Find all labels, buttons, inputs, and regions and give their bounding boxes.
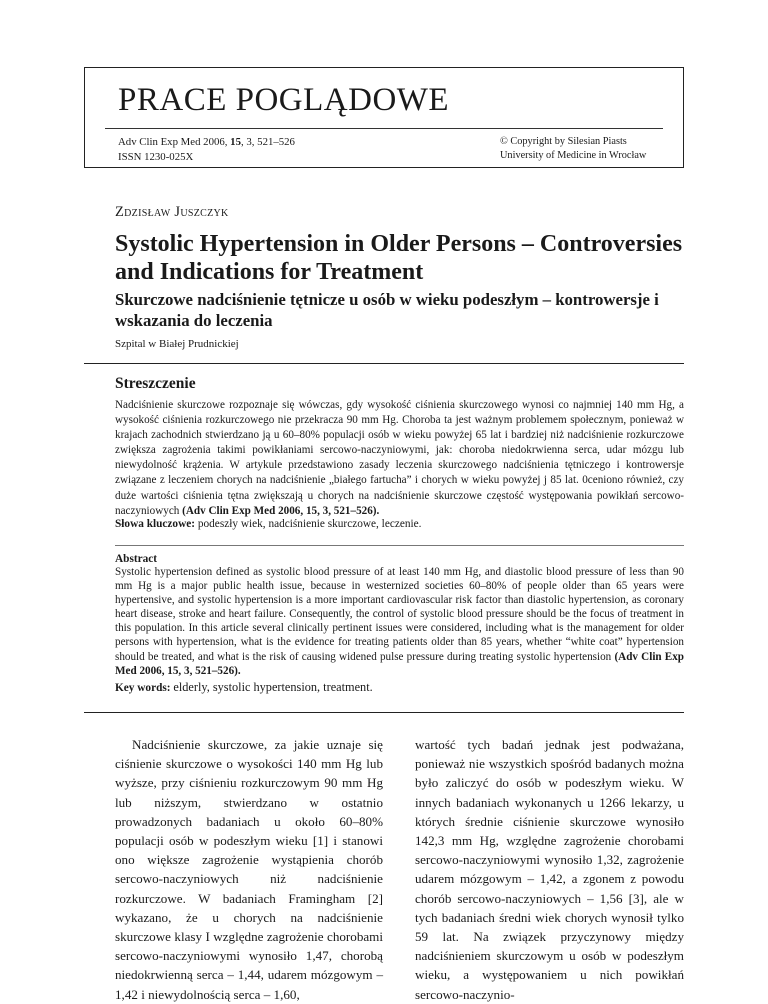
abstract-section — [115, 553, 684, 678]
section-divider — [115, 545, 684, 546]
journal-header-box — [84, 67, 684, 168]
copyright-line-2: University of Medicine in Wrocław — [500, 150, 647, 161]
header-divider — [105, 128, 663, 129]
key-words — [115, 680, 684, 695]
abstract-bottom-rule — [84, 712, 684, 713]
article-title-english: Systolic Hypertension in Older Persons – Controversies and Indications for Treatment — [115, 231, 683, 285]
slowa-kluczowe-label: Słowa kluczowe: — [115, 518, 196, 530]
author-name: Zdzisław Juszczyk — [115, 204, 229, 220]
abstract-heading: Abstract — [115, 553, 158, 565]
body-column-left: Nadciśnienie skurczowe, za jakie uznaje się ciśnienie skurczowe o wysokości 140 mm Hg lub wyższe, przy ciśnieniu rozkurczowym 90 mm Hg lub niższym, stwierdzano w ostatnio prowadzonych badaniach u około 60–80% populacji osób w podeszłym wieku [1] i stanowi ono większe zagrożenie wystąpienia chorób sercowo-naczyniowych niż nadciśnienie rozkurczowe. W badaniach Framingham [2] wykazano, że u chorych na nadciśnienie skurczowe klasy I względne zagrożenie chorobami sercowo-naczyniowymi wynosiło 1,47, chorobą niedokrwienną serca – 1,44, udarem mózgowym – 1,42 i niewydolnością serca – 1,60, — [115, 737, 383, 1002]
streszczenie-text: Nadciśnienie skurczowe rozpoznaje się wówczas, gdy wysokość ciśnienia skurczowego wynosi co najmniej 140 mm Hg, a wysokość ciśnienia rozkurczowego nie przekracza 90 mm Hg. Choroba ta jest ważnym problemem społecznym, ponieważ w krajach zachodnich stwierdzano ją u 60–80% populacji osób w wieku powyżej 65 lat i bardziej niż nadciśnienie rozkurczowe zwiększa zagrożenia takimi powikłaniami sercowo-naczyniowymi, jak: choroba niedokrwienna serca, udar mózgu lub niewydolność krążenia. W artykule przedstawiono zasady leczenia skurczowego nadciśnienia tętniczego i kontrowersje związane z leczeniem chorych na nadciśnienie „białego fartucha” i chorych w wieku powyżej j 85 lat. 0ceniono również, czy duże wartości ciśnienia tętna zwiększają u chorych na nadciśnienie skurczowe częstość występowania powikłań sercowo-naczyniowych — [115, 399, 684, 517]
key-words-label: Key words: — [115, 682, 171, 694]
slowa-kluczowe-text: podeszły wiek, nadciśnienie skurczowe, leczenie. — [197, 518, 422, 530]
streszczenie-body — [115, 398, 684, 519]
streszczenie-heading: Streszczenie — [115, 375, 196, 392]
journal-name: Adv Clin Exp Med 2006, — [118, 136, 228, 148]
copyright-line-1: © Copyright by Silesian Piasts — [500, 136, 627, 147]
author-affiliation: Szpital w Białej Prudnickiej — [115, 338, 239, 350]
streszczenie-section — [115, 375, 684, 519]
abstract-citation: (Adv Clin Exp Med 2006, 15, 3, 521–526). — [115, 650, 685, 677]
journal-issue-pages: , 3, 521–526 — [240, 136, 295, 148]
section-title: PRACE POGLĄDOWE — [118, 82, 450, 118]
copyright-notice — [500, 135, 646, 163]
abstract-body — [115, 565, 684, 678]
journal-citation — [118, 135, 295, 165]
abstract-text: Systolic hypertension defined as systolic blood pressure of at least 140 mm Hg, and diastolic blood pressure of less than 90 mm Hg is a major public health issue, because in westernized societies 60–80% of people older than 65 years were hypertensive, and systolic hypertension is a more important cardiovascular risk factor than diastolic hypertension, as coronary heart disease, stroke and heart failure. Consequently, the control of systolic blood pressure should be the focus of treatment in this population. In this article several clinically pertinent issues were considered, including what is the management for older persons with hypertension, what is the evidence for treating patients older than 85 years, whether “white coat” hypertension should be treated, and what is the risk of causing widened pulse pressure during treating systolic hypertension — [115, 566, 684, 663]
article-title-polish: Skurczowe nadciśnienie tętnicze u osób w wieku podeszłym – kontrowersje i wskazania do leczenia — [115, 290, 659, 330]
body-column-right: wartość tych badań jednak jest podważana, ponieważ nie wszystkich spośród badanych można było zaliczyć do osób w podeszłym wieku. W innych badaniach wykonanych u 1266 lekarzy, u których średnie ciśnienie skurczowe wynosiło 142,3 mm Hg, względne zagrożenie chorobami sercowo-naczyniowymi wynosiło 1,32, zagrożenie udarem mózgowym – 1,42, a zgonem z powodu chorób sercowo-naczyniowych – 1,56 [3], ale w tych badaniach średni wiek chorych wynosił tylko 59 lat. Na związek przyczynowy między nadciśnieniem skurczowym u osób w podeszłym wieku, a występowaniem u nich powikłań sercowo-naczynio- — [415, 737, 684, 1002]
abstract-top-rule — [84, 363, 684, 364]
issn: ISSN 1230-025X — [118, 151, 194, 163]
streszczenie-citation: (Adv Clin Exp Med 2006, 15, 3, 521–526). — [182, 504, 380, 517]
slowa-kluczowe — [115, 518, 684, 530]
journal-volume: 15 — [230, 136, 241, 148]
key-words-text: elderly, systolic hypertension, treatment. — [173, 680, 373, 694]
